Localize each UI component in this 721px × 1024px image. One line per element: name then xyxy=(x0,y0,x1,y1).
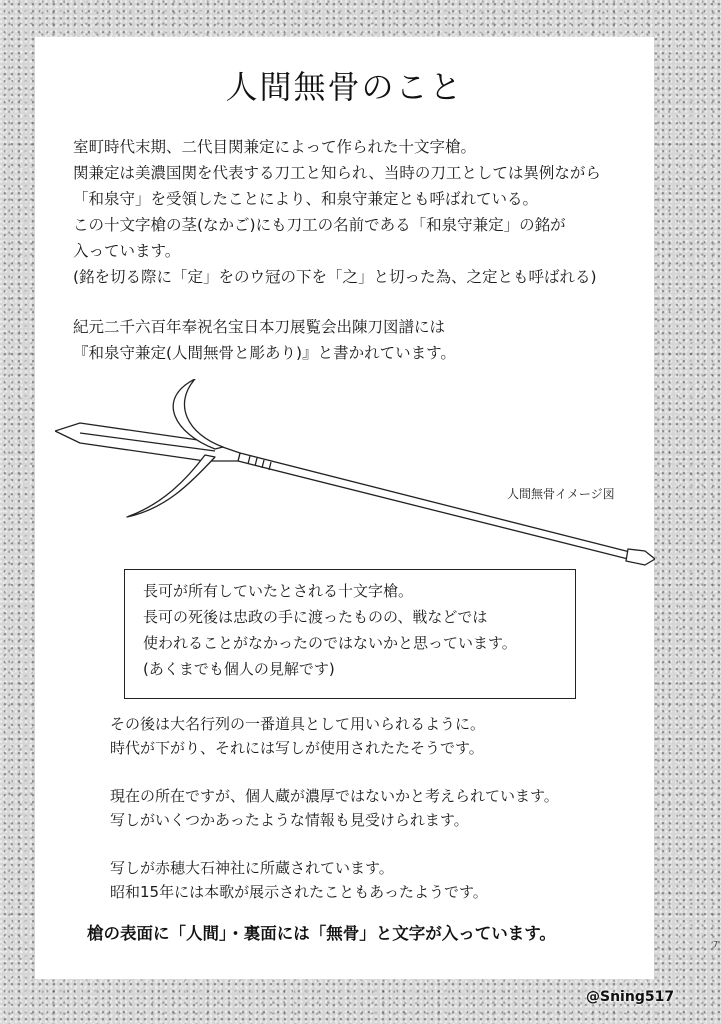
intro-line: 「和泉守」を受領したことにより、和泉守兼定とも呼ばれている。 xyxy=(73,190,539,208)
box-line: 使われることがなかったのではないかと思っています。 xyxy=(143,634,517,652)
box-line: 長可の死後は忠政の手に渡ったものの、戦などでは xyxy=(143,608,488,626)
paragraph-gap xyxy=(110,832,559,856)
intro-line: 室町時代末期、二代目関兼定によって作られた十文字槍。 xyxy=(73,138,477,156)
spear-illustration xyxy=(55,379,655,569)
catalog-paragraph xyxy=(73,314,456,366)
author-handle: @Sning517 xyxy=(586,989,675,1005)
spear-butt-cap xyxy=(626,549,655,565)
intro-line: (銘を切る際に「定」をのウ冠の下を「之」と切った為、之定とも呼ばれる) xyxy=(73,268,597,286)
intro-paragraph xyxy=(73,134,601,290)
history-paragraph xyxy=(110,712,559,904)
opinion-box xyxy=(124,569,576,699)
page-title: 人間無骨のこと xyxy=(225,68,464,106)
intro-line: 入っています。 xyxy=(73,242,181,260)
intro-line: 関兼定は美濃国関を代表する刀工と知られ、当時の刀工としては異例ながら xyxy=(73,164,601,182)
box-line: (あくまでも個人の見解です) xyxy=(143,660,335,678)
history-line: 写しが赤穂大石神社に所蔵されています。 xyxy=(110,859,394,877)
history-line: 昭和15年には本歌が展示されたこともあったようです。 xyxy=(110,883,488,901)
spear-shaft xyxy=(238,453,630,559)
page-sheet xyxy=(35,37,654,979)
box-line: 長可が所有していたとされる十文字槍。 xyxy=(143,582,414,600)
history-line: その後は大名行列の一番道具として用いられるように。 xyxy=(110,715,486,733)
spear-crescent-lower xyxy=(127,455,215,517)
catalog-line: 『和泉守兼定(人間無骨と彫あり)』と書かれています。 xyxy=(73,344,456,362)
history-line: 現在の所在ですが、個人蔵が濃厚ではないかと考えられています。 xyxy=(110,787,559,805)
page-number: 7 xyxy=(713,940,719,949)
history-line: 時代が下がり、それには写しが使用されたたそうです。 xyxy=(110,739,484,757)
image-caption: 人間無骨イメージ図 xyxy=(507,487,615,501)
paragraph-gap xyxy=(110,760,559,784)
intro-line: この十文字槍の茎(なかご)にも刀工の名前である「和泉守兼定」の銘が xyxy=(73,216,566,234)
history-line: 写しがいくつかあったような情報も見受けられます。 xyxy=(110,811,469,829)
catalog-line: 紀元二千六百年奉祝名宝日本刀展覧会出陳刀図譜には xyxy=(73,318,446,336)
emphasis-note: 槍の表面に「人間」・裏面には「無骨」と文字が入っています。 xyxy=(87,924,556,943)
